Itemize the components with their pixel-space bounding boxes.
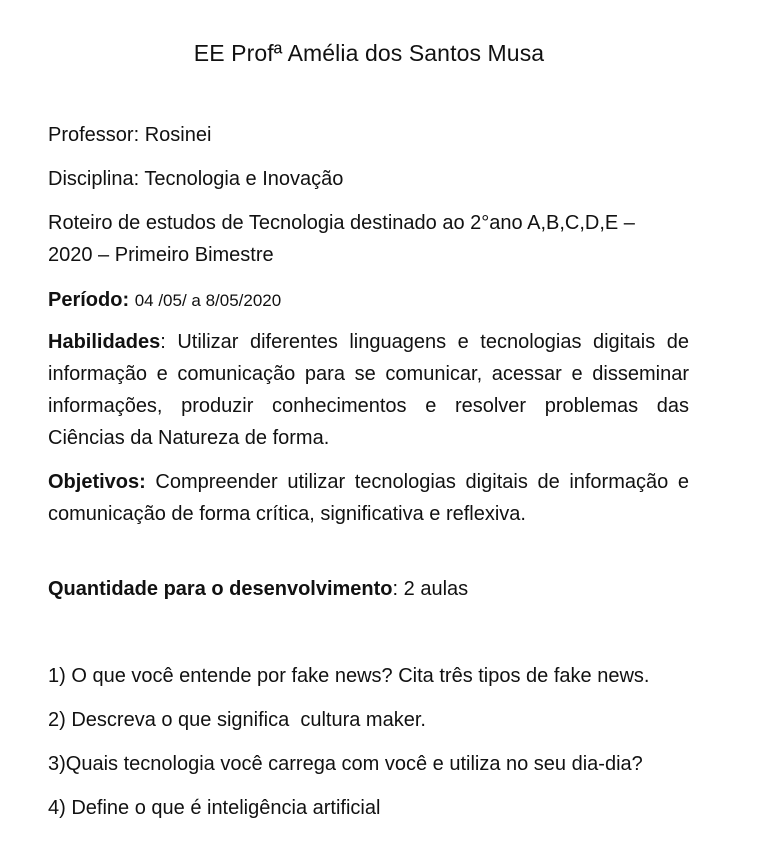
roteiro-line-1: Roteiro de estudos de Tecnologia destinado ao 2°ano A,B,C,D,E – <box>48 212 635 234</box>
school-title: EE Profª Amélia dos Santos Musa <box>193 40 545 66</box>
professor-line <box>48 119 689 151</box>
objetivos-text: Compreender utilizar tecnologias digitais de informação e comunicação de forma crítica, significativa e reflexiva. <box>48 471 689 525</box>
disciplina-line <box>48 163 689 195</box>
habilidades-text: : Utilizar diferentes linguagens e tecnologias digitais de informação e comunicação para se comunicar, acessar e disseminar informações, produzir conhecimentos e resolver problemas das Ciências da Natureza de forma. <box>48 331 689 449</box>
disciplina-value: Tecnologia e Inovação <box>144 168 344 190</box>
question-2: 2) Descreva o que significa cultura maker. <box>48 709 426 731</box>
roteiro-paragraph <box>48 207 689 271</box>
periodo-value: 04 /05/ a 8/05/2020 <box>134 291 282 310</box>
periodo-line <box>48 284 689 317</box>
professor-value: Rosinei <box>144 124 212 146</box>
question-4: 4) Define o que é inteligência artificial <box>48 797 381 819</box>
question-1: 1) O que você entende por fake news? Cita três tipos de fake news. <box>48 665 650 687</box>
habilidades-paragraph <box>48 326 689 454</box>
quantidade-line <box>48 573 689 605</box>
quantidade-value: : 2 aulas <box>392 578 469 600</box>
periodo-label: Período: <box>48 289 130 311</box>
disciplina-label: Disciplina: <box>48 168 140 190</box>
habilidades-label: Habilidades <box>48 331 161 353</box>
quantidade-label: Quantidade para o desenvolvimento <box>48 578 393 600</box>
professor-label: Professor: <box>48 124 140 146</box>
objetivos-paragraph <box>48 466 689 530</box>
roteiro-line-2: 2020 – Primeiro Bimestre <box>48 244 274 266</box>
question-3: 3)Quais tecnologia você carrega com você e utiliza no seu dia-dia? <box>48 753 643 775</box>
objetivos-label: Objetivos: <box>48 471 146 493</box>
